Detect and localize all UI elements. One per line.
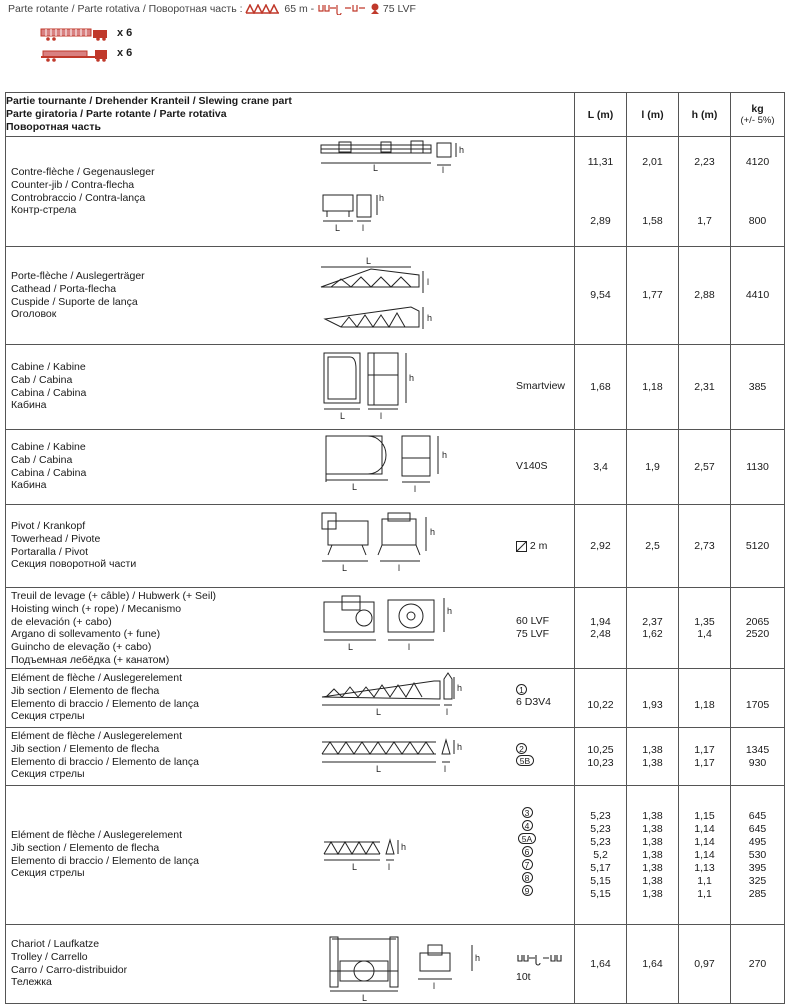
value: 2,89 bbox=[590, 214, 611, 227]
trolley-hook-icon bbox=[317, 3, 367, 15]
value: 1,17 bbox=[694, 756, 715, 769]
table-row bbox=[6, 345, 785, 430]
cell-l: 1,64 bbox=[627, 925, 679, 1004]
cell-l: 1,93 bbox=[627, 669, 679, 728]
value: 2,23 bbox=[694, 156, 715, 168]
header-l: l (m) bbox=[627, 93, 679, 137]
value: 930 bbox=[748, 756, 767, 769]
cell-kg bbox=[731, 137, 785, 247]
cell-l: 1,18 bbox=[627, 345, 679, 430]
section-number: 7 bbox=[522, 859, 533, 870]
table-row bbox=[6, 669, 785, 728]
svg-text:L: L bbox=[352, 482, 358, 492]
value: 1,1 bbox=[697, 874, 712, 887]
label-line: Секция стрелы bbox=[11, 768, 85, 781]
svg-text:L: L bbox=[340, 411, 346, 421]
label-line: Chariot / Laufkatze bbox=[11, 938, 100, 950]
header-L: L (m) bbox=[575, 93, 627, 137]
svg-text:l: l bbox=[380, 411, 382, 421]
cell-kg bbox=[731, 728, 785, 786]
header-desc-line3: Поворотная часть bbox=[6, 121, 101, 133]
svg-text:L: L bbox=[342, 563, 348, 573]
section-number: 5B bbox=[516, 755, 534, 766]
label-line: Elemento di braccio / Elemento de lança bbox=[11, 755, 199, 768]
row-labels bbox=[11, 441, 86, 492]
value: 800 bbox=[748, 214, 767, 227]
value: 2,48 bbox=[590, 628, 611, 640]
value: 11,31 bbox=[587, 156, 614, 168]
row-model: V140S bbox=[516, 460, 548, 472]
cell-kg: 4410 bbox=[731, 247, 785, 345]
value: 1,15 bbox=[694, 809, 715, 822]
header-desc-line1: Partie tournante / Drehender Kranteil / Slewing crane part bbox=[6, 95, 292, 107]
row-labels bbox=[11, 672, 199, 723]
label-line: Pivot / Krankopf bbox=[11, 520, 86, 532]
row-desc bbox=[6, 137, 575, 247]
value: 1,38 bbox=[642, 848, 663, 861]
row-desc bbox=[6, 345, 575, 430]
jib-section-1-drawing bbox=[316, 669, 476, 727]
value: 1,38 bbox=[642, 744, 663, 756]
svg-text:h: h bbox=[427, 313, 433, 323]
cell-kg bbox=[731, 588, 785, 669]
value: 1,38 bbox=[642, 822, 663, 835]
truck-count-2: x 6 bbox=[117, 47, 133, 59]
label-line: Cuspide / Suporte de lança bbox=[11, 295, 138, 308]
cell-h: 2,31 bbox=[679, 345, 731, 430]
value: 325 bbox=[748, 874, 767, 887]
truck-icon-2 bbox=[40, 47, 112, 63]
cell-l: 2,5 bbox=[627, 505, 679, 588]
section-number: 5A bbox=[518, 833, 536, 844]
row-models bbox=[516, 953, 564, 983]
counter-jib-drawing bbox=[311, 137, 481, 246]
value: 1,14 bbox=[694, 835, 715, 848]
winch-drawing bbox=[316, 588, 456, 668]
row-model bbox=[516, 540, 547, 553]
pivot-height-icon bbox=[516, 541, 527, 552]
label-line: Guincho de elevação (+ cabo) bbox=[11, 641, 152, 654]
trolley-hook-icon bbox=[516, 953, 564, 967]
value: 1,94 bbox=[590, 615, 611, 628]
row-models bbox=[516, 615, 549, 640]
cell-h: 2,88 bbox=[679, 247, 731, 345]
svg-text:l: l bbox=[444, 764, 446, 774]
label-line: Porte-flèche / Auslegerträger bbox=[11, 270, 145, 282]
cell-L bbox=[575, 137, 627, 247]
label-line: Cab / Cabina bbox=[11, 373, 73, 386]
svg-text:h: h bbox=[442, 450, 448, 460]
row-labels bbox=[11, 829, 199, 880]
value: 5,2 bbox=[593, 848, 608, 861]
value: 1,4 bbox=[697, 628, 712, 640]
value: 1,38 bbox=[642, 809, 663, 822]
cell-l bbox=[627, 588, 679, 669]
table-row bbox=[6, 430, 785, 505]
value: 5,15 bbox=[590, 887, 611, 900]
cell-L: 9,54 bbox=[575, 247, 627, 345]
svg-text:L: L bbox=[376, 764, 382, 774]
jib-icon bbox=[245, 4, 281, 14]
cell-L: 1,68 bbox=[575, 345, 627, 430]
label-line: Carro / Carro-distribuidor bbox=[11, 963, 128, 976]
header-title: Parte rotante / Parte rotativa / Поворотная часть : bbox=[8, 3, 243, 15]
row-labels bbox=[11, 361, 86, 412]
row-desc bbox=[6, 505, 575, 588]
svg-text:l: l bbox=[362, 223, 364, 233]
trolley-drawing bbox=[318, 925, 488, 1003]
value: 1,14 bbox=[694, 848, 715, 861]
model-text: 6 D3V4 bbox=[516, 695, 552, 708]
label-line: Elemento di braccio / Elemento de lança bbox=[11, 854, 199, 867]
svg-text:h: h bbox=[409, 373, 415, 383]
svg-text:l: l bbox=[433, 981, 435, 991]
value: 1,35 bbox=[694, 615, 715, 628]
cell-l: 1,9 bbox=[627, 430, 679, 505]
label-line: Подъемная лебёдка (+ канатом) bbox=[11, 653, 170, 666]
label-line: Towerhead / Pivote bbox=[11, 532, 101, 545]
cell-h: 0,97 bbox=[679, 925, 731, 1004]
row-desc bbox=[6, 588, 575, 669]
cell-L: 10,22 bbox=[575, 669, 627, 728]
jib-section-3-9-drawing bbox=[318, 786, 428, 924]
row-labels bbox=[11, 590, 216, 667]
svg-text:l: l bbox=[442, 165, 444, 175]
svg-text:h: h bbox=[379, 193, 385, 203]
label-line: Cabina / Cabina bbox=[11, 386, 87, 399]
label-line: Cabine / Kabine bbox=[11, 441, 86, 453]
value: 5,23 bbox=[590, 809, 611, 822]
label-line: Treuil de levage (+ câble) / Hubwerk (+ Seil) bbox=[11, 590, 217, 602]
section-number: 6 bbox=[522, 846, 533, 857]
cell-kg bbox=[731, 786, 785, 925]
winch-icon bbox=[370, 3, 380, 15]
model-text: 60 LVF bbox=[516, 615, 550, 627]
value: 1,38 bbox=[642, 835, 663, 848]
value: 5,23 bbox=[590, 835, 611, 848]
cell-L bbox=[575, 786, 627, 925]
label-line: Jib section / Elemento de flecha bbox=[11, 841, 160, 854]
label-line: Оголовок bbox=[11, 308, 57, 321]
section-number: 1 bbox=[516, 684, 527, 695]
value: 5,17 bbox=[590, 861, 611, 874]
svg-text:h: h bbox=[475, 953, 481, 963]
value: 2520 bbox=[745, 628, 770, 640]
cell-L bbox=[575, 728, 627, 786]
label-line: Контр-стрела bbox=[11, 204, 77, 217]
label-line: Секция поворотной части bbox=[11, 558, 137, 571]
svg-text:l: l bbox=[388, 862, 390, 872]
svg-text:h: h bbox=[430, 527, 436, 537]
svg-text:L: L bbox=[373, 163, 379, 173]
table-header-row bbox=[6, 93, 785, 137]
cell-kg: 1705 bbox=[731, 669, 785, 728]
row-models bbox=[516, 742, 534, 767]
label-line: Кабина bbox=[11, 399, 47, 412]
cell-h bbox=[679, 137, 731, 247]
header-kg-label: kg bbox=[751, 103, 764, 115]
svg-text:l: l bbox=[408, 642, 410, 652]
cell-kg: 385 bbox=[731, 345, 785, 430]
model-text: 2 m bbox=[529, 540, 548, 552]
value: 4120 bbox=[745, 156, 770, 168]
svg-text:h: h bbox=[457, 683, 463, 693]
value: 1,7 bbox=[697, 214, 712, 227]
value: 1,17 bbox=[694, 744, 715, 756]
section-number: 8 bbox=[522, 872, 533, 883]
section-number: 9 bbox=[522, 885, 533, 896]
header-kg bbox=[731, 93, 785, 137]
label-line: Cabina / Cabina bbox=[11, 466, 87, 479]
cell-kg: 1130 bbox=[731, 430, 785, 505]
cell-l bbox=[627, 728, 679, 786]
value: 1,38 bbox=[642, 874, 663, 887]
value: 1,13 bbox=[694, 861, 715, 874]
truck-count-1: x 6 bbox=[117, 27, 133, 39]
value: 285 bbox=[748, 887, 767, 900]
svg-text:L: L bbox=[376, 707, 382, 717]
value: 645 bbox=[748, 822, 767, 835]
value: 1,1 bbox=[697, 887, 712, 900]
value: 1345 bbox=[745, 744, 770, 756]
header-line bbox=[8, 3, 416, 15]
svg-text:h: h bbox=[457, 742, 463, 752]
label-line: Elément de flèche / Auslegerelement bbox=[11, 672, 183, 684]
label-line: Controbraccio / Contra-lança bbox=[11, 191, 146, 204]
label-line: de elevación (+ cabo) bbox=[11, 615, 112, 628]
row-models bbox=[516, 806, 538, 897]
row-desc bbox=[6, 247, 575, 345]
label-line: Jib section / Elemento de flecha bbox=[11, 742, 160, 755]
row-model: Smartview bbox=[516, 380, 566, 392]
cell-kg: 5120 bbox=[731, 505, 785, 588]
svg-text:L: L bbox=[335, 223, 341, 233]
label-line: Cabine / Kabine bbox=[11, 361, 86, 373]
table-row bbox=[6, 137, 785, 247]
header-kg-sub: (+/- 5%) bbox=[740, 115, 775, 126]
svg-text:l: l bbox=[446, 707, 448, 717]
value: 5,15 bbox=[590, 874, 611, 887]
model-text: 10t bbox=[516, 970, 531, 983]
value: 645 bbox=[748, 809, 767, 822]
svg-text:L: L bbox=[366, 256, 372, 266]
svg-text:L: L bbox=[352, 862, 358, 872]
header-h: h (m) bbox=[679, 93, 731, 137]
row-desc bbox=[6, 925, 575, 1004]
cell-h bbox=[679, 588, 731, 669]
value: 5,23 bbox=[590, 822, 611, 835]
cell-h: 1,18 bbox=[679, 669, 731, 728]
label-line: Argano di sollevamento (+ fune) bbox=[11, 628, 161, 641]
row-desc bbox=[6, 430, 575, 505]
spec-table bbox=[5, 92, 785, 1004]
cab-v140s-drawing bbox=[318, 430, 458, 504]
label-line: Тележка bbox=[11, 976, 52, 989]
row-desc bbox=[6, 786, 575, 925]
row-labels bbox=[11, 730, 199, 781]
jib-section-2-drawing bbox=[316, 728, 476, 785]
svg-text:L: L bbox=[348, 642, 354, 652]
label-line: Elément de flèche / Auslegerelement bbox=[11, 730, 183, 742]
label-line: Cathead / Porta-flecha bbox=[11, 282, 117, 295]
row-labels bbox=[11, 166, 155, 217]
value: 1,38 bbox=[642, 887, 663, 900]
value: 495 bbox=[748, 835, 767, 848]
label-line: Elemento di braccio / Elemento de lança bbox=[11, 697, 199, 710]
table-row bbox=[6, 728, 785, 786]
pivot-drawing bbox=[316, 505, 446, 587]
table-row bbox=[6, 505, 785, 588]
section-number: 4 bbox=[522, 820, 533, 831]
value: 1,38 bbox=[642, 756, 663, 769]
label-line: Cab / Cabina bbox=[11, 453, 73, 466]
section-number: 3 bbox=[522, 807, 533, 818]
label-line: Секция стрелы bbox=[11, 710, 85, 723]
label-line: Counter-jib / Contra-flecha bbox=[11, 178, 135, 191]
label-line: Кабина bbox=[11, 479, 47, 492]
svg-text:h: h bbox=[459, 145, 465, 155]
cell-l bbox=[627, 786, 679, 925]
cab-smartview-drawing bbox=[318, 345, 428, 429]
model-text: 75 LVF bbox=[516, 627, 550, 640]
cell-kg: 270 bbox=[731, 925, 785, 1004]
label-line: Hoisting winch (+ rope) / Mecanismo bbox=[11, 602, 182, 615]
row-models bbox=[516, 683, 551, 708]
cathead-drawing bbox=[311, 247, 451, 344]
header-description bbox=[6, 93, 575, 137]
value: 10,25 bbox=[587, 744, 614, 756]
table-row bbox=[6, 247, 785, 345]
cell-h: 2,57 bbox=[679, 430, 731, 505]
header-jib-length: 65 m - bbox=[284, 3, 315, 15]
section-number: 2 bbox=[516, 743, 527, 754]
cell-h: 2,73 bbox=[679, 505, 731, 588]
svg-text:L: L bbox=[362, 993, 368, 1003]
label-line: Portaralla / Pivot bbox=[11, 545, 89, 558]
header-winch: 75 LVF bbox=[382, 3, 416, 15]
cell-L: 2,92 bbox=[575, 505, 627, 588]
table-row bbox=[6, 786, 785, 925]
value: 2,37 bbox=[642, 615, 663, 628]
value: 530 bbox=[748, 848, 767, 861]
table-row bbox=[6, 925, 785, 1004]
value: 2,01 bbox=[642, 156, 663, 168]
cell-l: 1,77 bbox=[627, 247, 679, 345]
table-row bbox=[6, 588, 785, 669]
value: 10,23 bbox=[587, 756, 614, 769]
header-desc-line2: Parte giratoria / Parte rotante / Parte rotativa bbox=[6, 108, 227, 120]
svg-text:l: l bbox=[427, 277, 429, 287]
value: 2065 bbox=[745, 615, 770, 628]
cell-l bbox=[627, 137, 679, 247]
svg-text:h: h bbox=[447, 606, 453, 616]
label-line: Jib section / Elemento de flecha bbox=[11, 684, 160, 697]
value: 1,62 bbox=[642, 628, 663, 640]
row-desc bbox=[6, 728, 575, 786]
value: 395 bbox=[748, 861, 767, 874]
cell-h bbox=[679, 728, 731, 786]
value: 1,38 bbox=[642, 861, 663, 874]
svg-text:l: l bbox=[414, 484, 416, 494]
value: 1,58 bbox=[642, 214, 663, 227]
cell-L: 1,64 bbox=[575, 925, 627, 1004]
svg-text:l: l bbox=[398, 563, 400, 573]
row-labels bbox=[11, 520, 136, 571]
cell-L: 3,4 bbox=[575, 430, 627, 505]
svg-text:h: h bbox=[401, 842, 407, 852]
label-line: Trolley / Carrello bbox=[11, 950, 88, 963]
label-line: Секция стрелы bbox=[11, 867, 85, 880]
row-desc bbox=[6, 669, 575, 728]
label-line: Contre-flèche / Gegenausleger bbox=[11, 166, 155, 178]
truck-icon bbox=[40, 27, 112, 41]
value: 1,14 bbox=[694, 822, 715, 835]
label-line: Elément de flèche / Auslegerelement bbox=[11, 829, 183, 841]
cell-L bbox=[575, 588, 627, 669]
cell-h bbox=[679, 786, 731, 925]
row-labels bbox=[11, 270, 145, 321]
row-labels bbox=[11, 938, 127, 989]
